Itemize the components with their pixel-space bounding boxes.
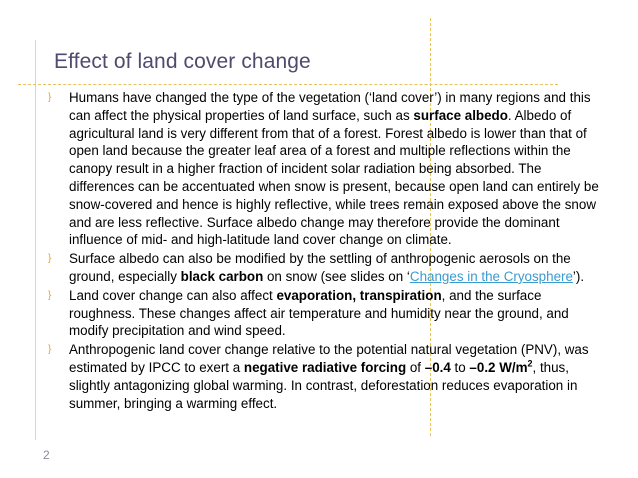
left-accent-line: [35, 40, 36, 440]
bullet-text: Anthropogenic land cover change relative to the potential natural vegetation (PNV), was estimated by IPCC to exert a: [69, 342, 589, 375]
bold-term: surface albedo: [413, 107, 508, 123]
bold-term: negative radiative forcing: [243, 359, 407, 375]
bullet-marker-icon: }: [48, 344, 52, 356]
bullet-surface-albedo: [40, 89, 610, 249]
bullet-evaporation: [40, 287, 610, 340]
bullet-text: , thus, slightly antagonizing global warming. In contrast, deforestation reduces evaporation in summer, bringing a warming effect.: [69, 359, 578, 411]
bullet-radiative-forcing: [40, 341, 610, 412]
bullet-text: . Albedo of agricultural land is very different from that of a forest. Forest albedo is lower than that of open land because the greater leaf area of a forest and multiple reflections within the canopy result in a higher fraction of incident solar radiation being absorbed. The differences can be accentuated when snow is present, because open land can entirely be snow-covered and hence is highly reflective, while trees remain exposed above the snow and are less reflective. Surface albedo change may therefore provide the dominant influence of mid- and high-latitude land cover change on climate.: [69, 107, 599, 248]
bullet-text: of: [406, 359, 425, 375]
bullet-marker-icon: }: [48, 253, 52, 265]
bullet-text: , and the surface roughness. These changes affect air temperature and humidity near the ground, and modify precipitation and wind speed.: [69, 287, 569, 339]
bold-term: black carbon: [180, 268, 264, 284]
superscript: 2: [527, 358, 533, 369]
bold-term: evaporation, transpiration: [276, 287, 442, 303]
page-number: 2: [43, 448, 50, 462]
horizontal-guide-line: [18, 84, 558, 85]
slide-title: Effect of land cover change: [54, 50, 311, 73]
bullet-marker-icon: }: [48, 92, 52, 103]
bullet-text: to: [450, 359, 470, 375]
bullet-black-carbon: [40, 250, 610, 286]
bold-value: –0.4: [424, 359, 451, 375]
bullet-text: ’).: [572, 268, 585, 284]
bullet-text: Land cover change can also affect: [69, 287, 277, 303]
bold-value: –0.2 W/m: [469, 359, 528, 375]
bullet-text: Humans have changed the type of the vegetation (‘land cover’) in many regions and this can affect the physical properties of land surface, such as: [69, 90, 591, 123]
bullet-text: Surface albedo can also be modified by the settling of anthropogenic aerosols on the ground, especially: [69, 251, 571, 284]
bullet-marker-icon: }: [48, 289, 52, 301]
cryosphere-link[interactable]: Changes in the Cryosphere: [409, 268, 573, 284]
slide-content: [40, 89, 610, 413]
bullet-text: on snow (see slides on ‘: [263, 268, 410, 284]
